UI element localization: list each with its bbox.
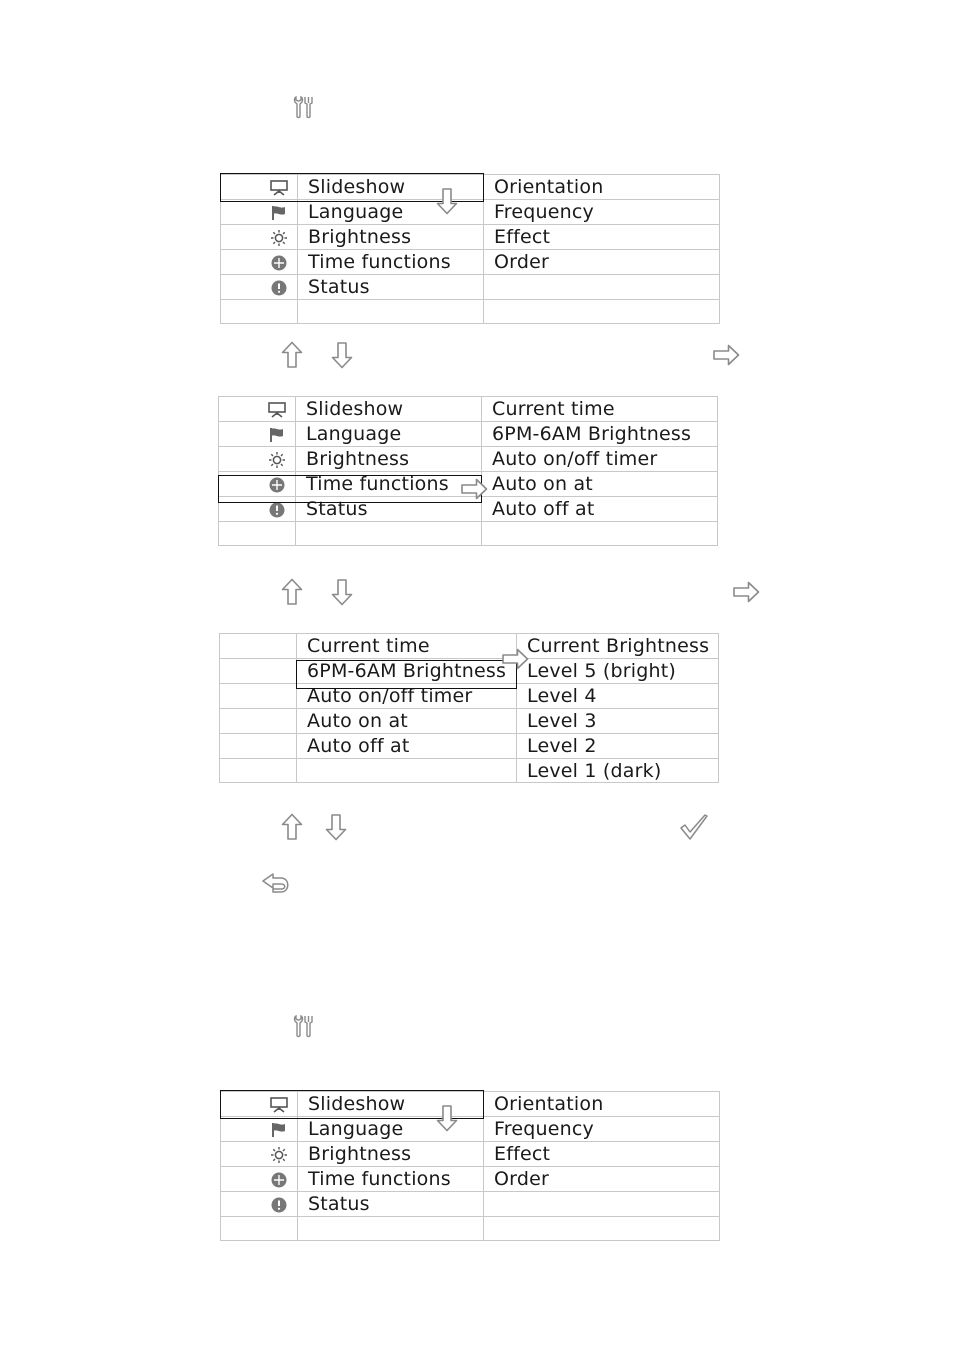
arrow-up-icon[interactable] xyxy=(281,578,303,606)
option-level-4[interactable]: Level 4 xyxy=(517,684,719,709)
menu-icon-cell xyxy=(221,1142,298,1167)
option-empty xyxy=(484,1192,720,1217)
menu-item-language[interactable]: Language xyxy=(298,1117,484,1142)
status-icon xyxy=(270,279,288,297)
brightness-icon xyxy=(270,1146,288,1164)
option-current-brightness[interactable]: Current Brightness xyxy=(517,634,719,659)
menu-icon-cell xyxy=(221,225,298,250)
menu-row[interactable] xyxy=(220,734,719,759)
clock-icon xyxy=(270,1171,288,1189)
menu-item-time-functions[interactable]: Time functions xyxy=(298,250,484,275)
option-frequency[interactable]: Frequency xyxy=(484,1117,720,1142)
menu-item-auto-off-at[interactable]: Auto off at xyxy=(297,734,517,759)
menu-row-empty xyxy=(219,522,718,546)
arrow-down-icon[interactable] xyxy=(331,578,353,606)
menu-item-auto-on-at[interactable]: Auto on at xyxy=(297,709,517,734)
menu-row[interactable] xyxy=(221,250,720,275)
arrow-down-icon[interactable] xyxy=(331,341,353,369)
menu-icon-cell xyxy=(221,250,298,275)
menu-row[interactable] xyxy=(221,225,720,250)
flag-icon xyxy=(268,427,286,443)
menu-icon-cell xyxy=(221,1117,298,1142)
menu-item-language[interactable]: Language xyxy=(298,200,484,225)
option-order[interactable]: Order xyxy=(484,1167,720,1192)
arrow-down-icon xyxy=(436,1103,458,1133)
flag-icon xyxy=(270,1122,288,1138)
option-empty xyxy=(484,275,720,300)
back-icon[interactable] xyxy=(261,872,293,894)
flag-icon xyxy=(270,205,288,221)
arrow-right-icon xyxy=(500,648,530,670)
menu-item-brightness[interactable]: Brightness xyxy=(298,225,484,250)
menu-item-time-functions[interactable]: Time functions xyxy=(296,472,482,497)
menu-item-status[interactable]: Status xyxy=(296,497,482,522)
option-level-2[interactable]: Level 2 xyxy=(517,734,719,759)
option-auto-off-at[interactable]: Auto off at xyxy=(482,497,718,522)
arrow-down-icon[interactable] xyxy=(325,813,347,841)
menu-item-slideshow[interactable]: Slideshow xyxy=(298,1092,484,1117)
status-icon xyxy=(268,501,286,519)
menu-row[interactable] xyxy=(219,447,718,472)
menu-item-6pm-6am-brightness[interactable]: 6PM-6AM Brightness xyxy=(297,659,517,684)
arrow-right-icon[interactable] xyxy=(712,344,740,366)
menu-item-language[interactable]: Language xyxy=(296,422,482,447)
option-orientation[interactable]: Orientation xyxy=(484,1092,720,1117)
menu-row-empty xyxy=(221,1217,720,1241)
menu-icon-cell xyxy=(219,447,296,472)
menu-item-status[interactable]: Status xyxy=(298,275,484,300)
menu-item-brightness[interactable]: Brightness xyxy=(296,447,482,472)
option-level-5[interactable]: Level 5 (bright) xyxy=(517,659,719,684)
menu-icon-cell xyxy=(219,397,296,422)
menu-row[interactable] xyxy=(221,1117,720,1142)
option-effect[interactable]: Effect xyxy=(484,225,720,250)
menu-row-empty xyxy=(221,300,720,324)
brightness-icon xyxy=(268,451,286,469)
menu-row[interactable] xyxy=(221,1192,720,1217)
menu-row[interactable] xyxy=(221,200,720,225)
menu-item-time-functions[interactable]: Time functions xyxy=(298,1167,484,1192)
selection-highlight xyxy=(218,475,482,503)
menu-item-empty xyxy=(297,759,517,783)
arrow-down-icon xyxy=(436,186,458,216)
option-auto-on-off-timer[interactable]: Auto on/off timer xyxy=(482,447,718,472)
menu-item-current-time[interactable]: Current time xyxy=(297,634,517,659)
option-orientation[interactable]: Orientation xyxy=(484,175,720,200)
option-auto-on-at[interactable]: Auto on at xyxy=(482,472,718,497)
option-order[interactable]: Order xyxy=(484,250,720,275)
menu-row[interactable] xyxy=(220,759,719,783)
option-effect[interactable]: Effect xyxy=(484,1142,720,1167)
menu-row[interactable] xyxy=(221,1142,720,1167)
arrow-up-icon[interactable] xyxy=(281,813,303,841)
menu-icon-cell xyxy=(219,422,296,447)
menu-item-auto-on-off-timer[interactable]: Auto on/off timer xyxy=(297,684,517,709)
settings-icon xyxy=(292,95,314,119)
menu-item-slideshow[interactable]: Slideshow xyxy=(298,175,484,200)
option-6pm-6am-brightness[interactable]: 6PM-6AM Brightness xyxy=(482,422,718,447)
option-level-3[interactable]: Level 3 xyxy=(517,709,719,734)
check-icon[interactable] xyxy=(679,813,709,841)
menu-row[interactable] xyxy=(221,275,720,300)
menu-row[interactable] xyxy=(221,1167,720,1192)
menu-row[interactable] xyxy=(220,634,719,659)
menu-item-status[interactable]: Status xyxy=(298,1192,484,1217)
brightness-icon xyxy=(270,229,288,247)
arrow-right-icon xyxy=(459,478,489,500)
selection-highlight xyxy=(296,660,517,689)
menu-icon-cell xyxy=(221,275,298,300)
settings-icon xyxy=(292,1014,314,1038)
arrow-right-icon[interactable] xyxy=(732,581,760,603)
menu-row[interactable] xyxy=(219,397,718,422)
menu-row[interactable] xyxy=(219,422,718,447)
menu-item-brightness[interactable]: Brightness xyxy=(298,1142,484,1167)
menu-icon-cell xyxy=(221,1192,298,1217)
option-current-time[interactable]: Current time xyxy=(482,397,718,422)
option-frequency[interactable]: Frequency xyxy=(484,200,720,225)
menu-item-slideshow[interactable]: Slideshow xyxy=(296,397,482,422)
menu-icon-cell xyxy=(221,1167,298,1192)
clock-icon xyxy=(270,254,288,272)
status-icon xyxy=(270,1196,288,1214)
time-functions-menu xyxy=(218,396,718,546)
brightness-level-menu xyxy=(219,633,719,783)
menu-icon-cell xyxy=(221,200,298,225)
arrow-up-icon[interactable] xyxy=(281,341,303,369)
slideshow-icon xyxy=(268,402,286,418)
option-level-1[interactable]: Level 1 (dark) xyxy=(517,759,719,783)
menu-row[interactable] xyxy=(220,709,719,734)
